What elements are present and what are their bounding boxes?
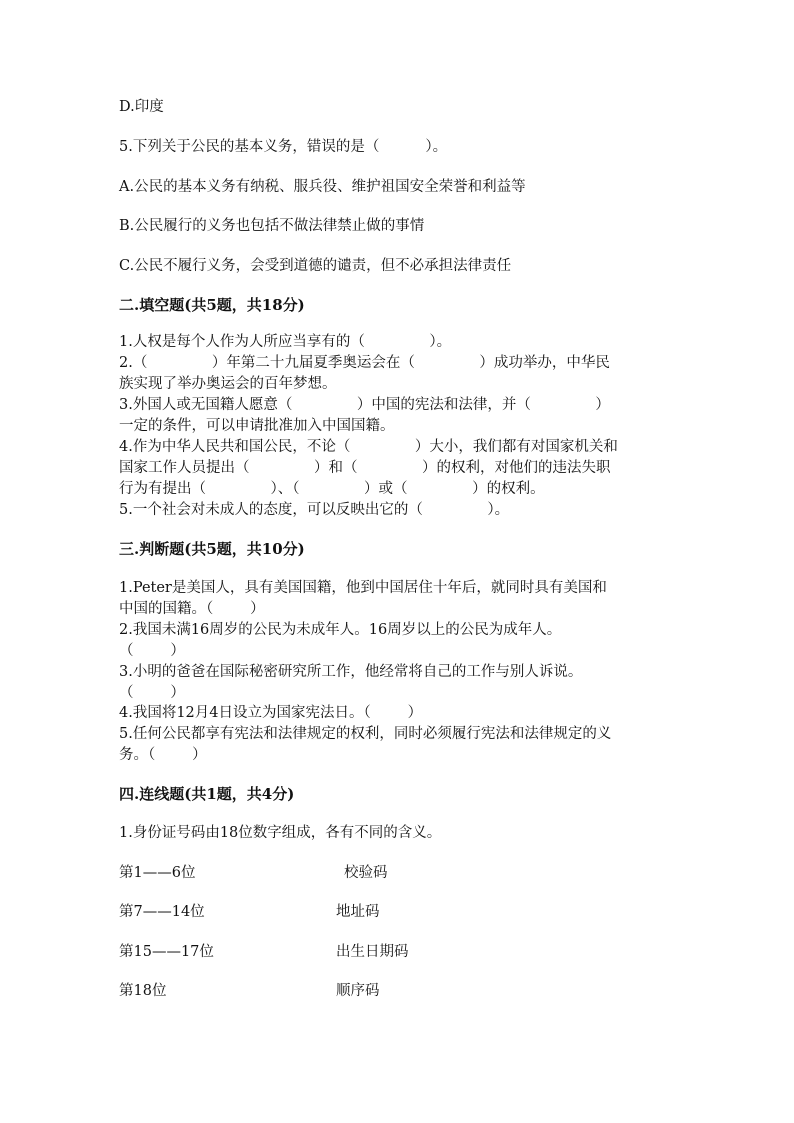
section2-line: 国家工作人员提出（ ）和（ ）的权利，对他们的违法失职 <box>119 460 611 476</box>
section3-line: 1.Peter是美国人，具有美国国籍，他到中国居住十年后，就同时具有美国和 <box>119 580 607 596</box>
section3-heading: 三.判断题(共5题，共10分) <box>119 540 305 558</box>
match-left-item: 第7——14位 <box>119 904 205 920</box>
match-right-item: 出生日期码 <box>336 944 409 960</box>
section2-line: 3.外国人或无国籍人愿意（ ）中国的宪法和法律，并（ ） <box>119 397 610 413</box>
match-left-item: 第1——6位 <box>119 865 196 881</box>
section2-line: 行为有提出（ ）、（ ）或（ ）的权利。 <box>119 481 545 497</box>
q5-option-a: A.公民的基本义务有纳税、服兵役、维护祖国安全荣誉和利益等 <box>119 179 526 195</box>
section3-line: （ ） <box>119 643 185 659</box>
section3-line: 中国的国籍。（ ） <box>119 601 265 617</box>
match-right-item: 地址码 <box>336 904 380 920</box>
section4-stem: 1.身份证号码由18位数字组成，各有不同的含义。 <box>119 825 442 841</box>
section4-heading: 四.连线题(共1题，共4分) <box>119 785 295 803</box>
section3-line: 2.我国未满16周岁的公民为未成年人。16周岁以上的公民为成年人。 <box>119 622 562 638</box>
section2-line: 5.一个社会对未成人的态度，可以反映出它的（ ）。 <box>119 502 510 518</box>
section2-line: 4.作为中华人民共和国公民，不论（ ）大小，我们都有对国家机关和 <box>119 439 618 455</box>
section3-line: 5.任何公民都享有宪法和法律规定的权利，同时必须履行宪法和法律规定的义 <box>119 726 612 742</box>
q4-option-d: D.印度 <box>119 99 164 115</box>
section3-line: 4.我国将12月4日设立为国家宪法日。（ ） <box>119 705 423 721</box>
section3-line: 3.小明的爸爸在国际秘密研究所工作，他经常将自己的工作与别人诉说。 <box>119 664 583 680</box>
match-right-item: 校验码 <box>344 865 388 881</box>
q5-stem: 5.下列关于公民的基本义务，错误的是（ ）。 <box>119 139 448 155</box>
match-left-item: 第15——17位 <box>119 944 214 960</box>
q5-option-c: C.公民不履行义务，会受到道德的谴责，但不必承担法律责任 <box>119 258 512 274</box>
match-left-item: 第18位 <box>119 983 167 999</box>
section2-line: 族实现了举办奥运会的百年梦想。 <box>119 376 337 392</box>
q5-option-b: B.公民履行的义务也包括不做法律禁止做的事情 <box>119 218 425 234</box>
section2-line: 1.人权是每个人作为人所应当享有的（ ）。 <box>119 334 452 350</box>
section3-line: 务。（ ） <box>119 747 207 763</box>
section2-line: 2.（ ）年第二十九届夏季奥运会在（ ）成功举办，中华民 <box>119 355 610 371</box>
section3-line: （ ） <box>119 685 185 701</box>
match-right-item: 顺序码 <box>336 983 380 999</box>
section2-heading: 二.填空题(共5题，共18分) <box>119 296 305 314</box>
section2-line: 一定的条件，可以申请批准加入中国国籍。 <box>119 418 395 434</box>
